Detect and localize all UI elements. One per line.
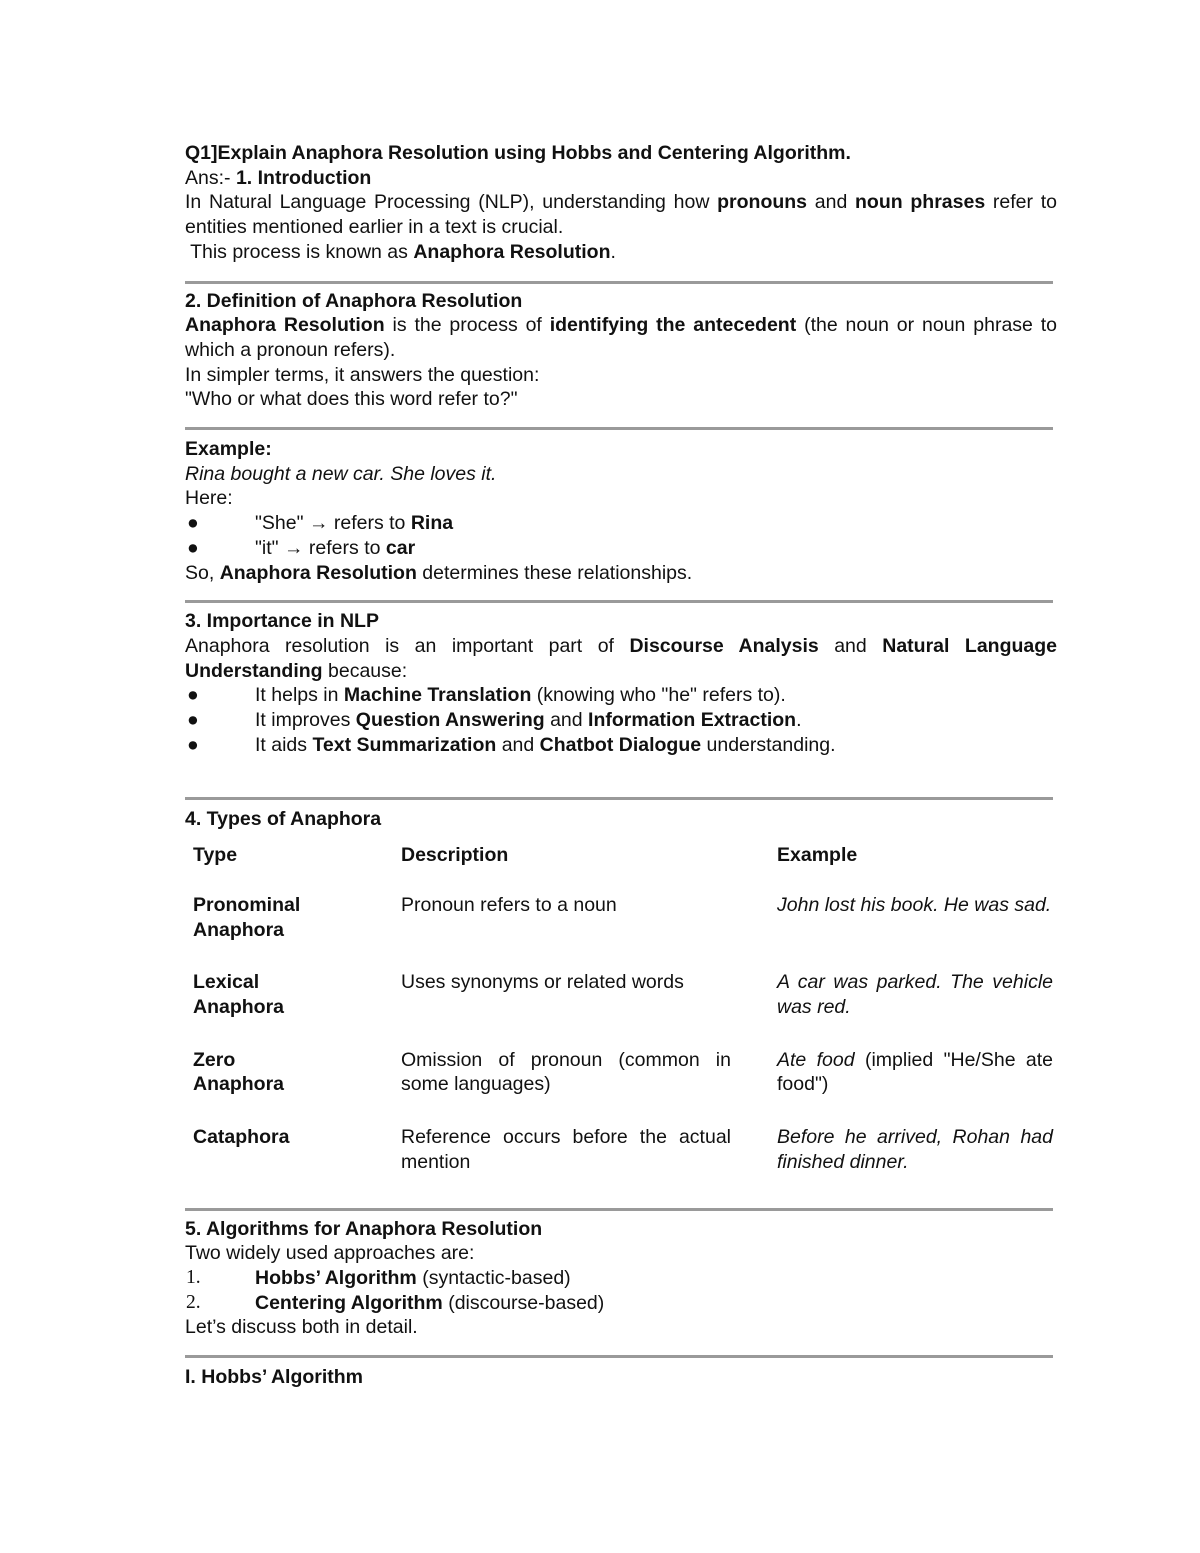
table-header-row xyxy=(193,843,1053,868)
definition-bold-antecedent: identifying the antecedent xyxy=(549,314,797,337)
bullet-text: . xyxy=(796,709,802,732)
example-bold: Anaphora Resolution xyxy=(219,561,417,584)
importance-text: Anaphora resolution is an important part of xyxy=(185,634,630,657)
list-item xyxy=(185,708,1057,733)
algorithms-heading: 5. Algorithms for Anaphora Resolution xyxy=(185,1217,543,1240)
bullet-icon: ● xyxy=(187,733,199,756)
definition-simpler: In simpler terms, it answers the question: xyxy=(185,363,540,386)
importance-paragraph xyxy=(185,634,1057,683)
bullet-text: It helps in xyxy=(255,684,344,707)
bullet-icon: ● xyxy=(187,536,199,559)
column-header-example: Example xyxy=(777,844,858,867)
bullet-bold: Question Answering xyxy=(355,709,545,732)
intro-paragraph xyxy=(185,190,1057,239)
document-page xyxy=(185,141,1057,1390)
column-header-type: Type xyxy=(193,844,238,867)
bullet-bold: Chatbot Dialogue xyxy=(539,733,702,756)
hobbs-heading: I. Hobbs’ Algorithm xyxy=(185,1366,364,1389)
table-cell-description: Pronoun refers to a noun xyxy=(401,893,617,916)
intro-text: In Natural Language Processing (NLP), understanding how xyxy=(185,191,718,214)
bullet-bold: Rina xyxy=(410,512,454,535)
intro-text: and xyxy=(807,191,856,214)
bullet-text: and xyxy=(496,733,540,756)
table-row xyxy=(193,970,1053,1019)
example-text: determines these relationships. xyxy=(416,561,693,584)
types-table xyxy=(193,843,1053,1174)
algorithm-note: (syntactic-based) xyxy=(416,1266,571,1289)
list-number: 2. xyxy=(186,1291,201,1313)
algorithm-name: Hobbs’ Algorithm xyxy=(255,1266,417,1289)
type-name: Zero xyxy=(193,1048,236,1071)
intro-heading: 1. Introduction xyxy=(235,166,372,189)
algorithm-name: Centering Algorithm xyxy=(255,1291,443,1314)
list-item xyxy=(185,733,1057,758)
definition-bold-term: Anaphora Resolution xyxy=(185,314,385,337)
algorithm-note: (discourse-based) xyxy=(442,1291,605,1314)
list-item xyxy=(185,536,1057,561)
definition-heading: 2. Definition of Anaphora Resolution xyxy=(185,289,523,312)
bullet-text: (knowing who "he" refers to). xyxy=(531,684,786,707)
example-conclusion xyxy=(185,561,1057,586)
list-item xyxy=(185,1291,1057,1316)
type-name: Anaphora xyxy=(193,995,285,1018)
bullet-text: It aids xyxy=(255,733,313,756)
example-text: (implied "He/She ate food") xyxy=(777,1048,1054,1096)
type-name: Pronominal xyxy=(193,893,301,916)
types-heading: 4. Types of Anaphora xyxy=(185,808,382,831)
importance-bold: Discourse Analysis xyxy=(629,634,819,657)
definition-question: "Who or what does this word refer to?" xyxy=(185,388,518,411)
definition-paragraph xyxy=(185,313,1057,362)
bullet-icon: ● xyxy=(187,512,199,535)
intro-text: . xyxy=(610,240,616,263)
bullet-text: "She" → refers to xyxy=(255,512,411,535)
table-row xyxy=(193,1125,1053,1174)
bullet-text: understanding. xyxy=(701,733,836,756)
list-item xyxy=(185,1266,1057,1291)
table-cell-description: Omission of pronoun (common in some languages) xyxy=(401,1048,731,1096)
type-name: Anaphora xyxy=(193,1073,285,1096)
intro-text: This process is known as xyxy=(185,240,414,263)
algorithms-intro: Two widely used approaches are: xyxy=(185,1242,475,1265)
column-header-description: Description xyxy=(401,844,509,867)
example-text: So, xyxy=(185,561,220,584)
table-cell-type xyxy=(193,893,401,942)
table-cell-type xyxy=(193,970,401,1019)
definition-text: (the noun or noun phrase to which a pronoun refers). xyxy=(185,314,1058,361)
bullet-bold: Machine Translation xyxy=(343,684,532,707)
bullet-bold: Text Summarization xyxy=(312,733,497,756)
type-name: Anaphora xyxy=(193,918,285,941)
bullet-bold: car xyxy=(385,536,416,559)
intro-heading-line xyxy=(185,166,1057,191)
bullet-icon: ● xyxy=(187,684,199,707)
intro-bold-noun-phrases: noun phrases xyxy=(855,191,986,214)
list-item xyxy=(185,683,1057,708)
table-cell-description: Uses synonyms or related words xyxy=(401,971,684,994)
type-name: Lexical xyxy=(193,971,260,994)
algorithms-outro: Let’s discuss both in detail. xyxy=(185,1316,418,1339)
question-title: Q1]Explain Anaphora Resolution using Hobbs and Centering Algorithm. xyxy=(185,142,851,164)
bullet-icon: ● xyxy=(187,709,199,732)
section-divider xyxy=(185,281,1053,284)
bullet-bold: Information Extraction xyxy=(588,709,797,732)
list-item xyxy=(185,511,1057,536)
list-number: 1. xyxy=(186,1266,201,1288)
example-sentence: Rina bought a new car. She loves it. xyxy=(185,462,497,485)
section-divider xyxy=(185,1208,1053,1211)
ans-prefix: Ans:- xyxy=(185,166,236,189)
section-divider xyxy=(185,797,1053,800)
bullet-text: It improves xyxy=(255,709,356,732)
table-cell-description: Reference occurs before the actual mention xyxy=(401,1126,731,1173)
table-cell-example: Before he arrived, Rohan had finished dinner. xyxy=(777,1126,1053,1173)
importance-text: because: xyxy=(322,659,408,682)
table-cell-example xyxy=(777,1048,1053,1097)
section-divider xyxy=(185,427,1053,430)
bullet-text: and xyxy=(544,709,589,732)
example-italic: Ate food xyxy=(777,1048,855,1071)
example-here: Here: xyxy=(185,487,233,510)
table-cell-type xyxy=(193,1048,401,1097)
table-row xyxy=(193,893,1053,942)
table-cell-type xyxy=(193,1125,401,1174)
importance-heading: 3. Importance in NLP xyxy=(185,610,379,633)
intro-bold-pronouns: pronouns xyxy=(717,191,808,214)
definition-text: is the process of xyxy=(384,314,550,337)
table-cell-example: John lost his book. He was sad. xyxy=(777,893,1052,916)
table-row xyxy=(193,1048,1053,1097)
intro-text: refer to entities mentioned earlier in a text is crucial. xyxy=(185,191,1057,239)
section-divider xyxy=(185,600,1053,603)
intro-paragraph-2 xyxy=(185,240,1057,265)
importance-text: and xyxy=(818,634,883,657)
section-divider xyxy=(185,1355,1053,1358)
intro-bold-anaphora: Anaphora Resolution xyxy=(413,240,611,263)
bullet-text: "it" → refers to xyxy=(255,536,386,559)
type-name: Cataphora xyxy=(193,1126,290,1149)
example-heading: Example: xyxy=(185,438,272,461)
importance-bold: Natural Language Understanding xyxy=(185,634,1057,682)
table-cell-example: A car was parked. The vehicle was red. xyxy=(777,971,1053,1018)
